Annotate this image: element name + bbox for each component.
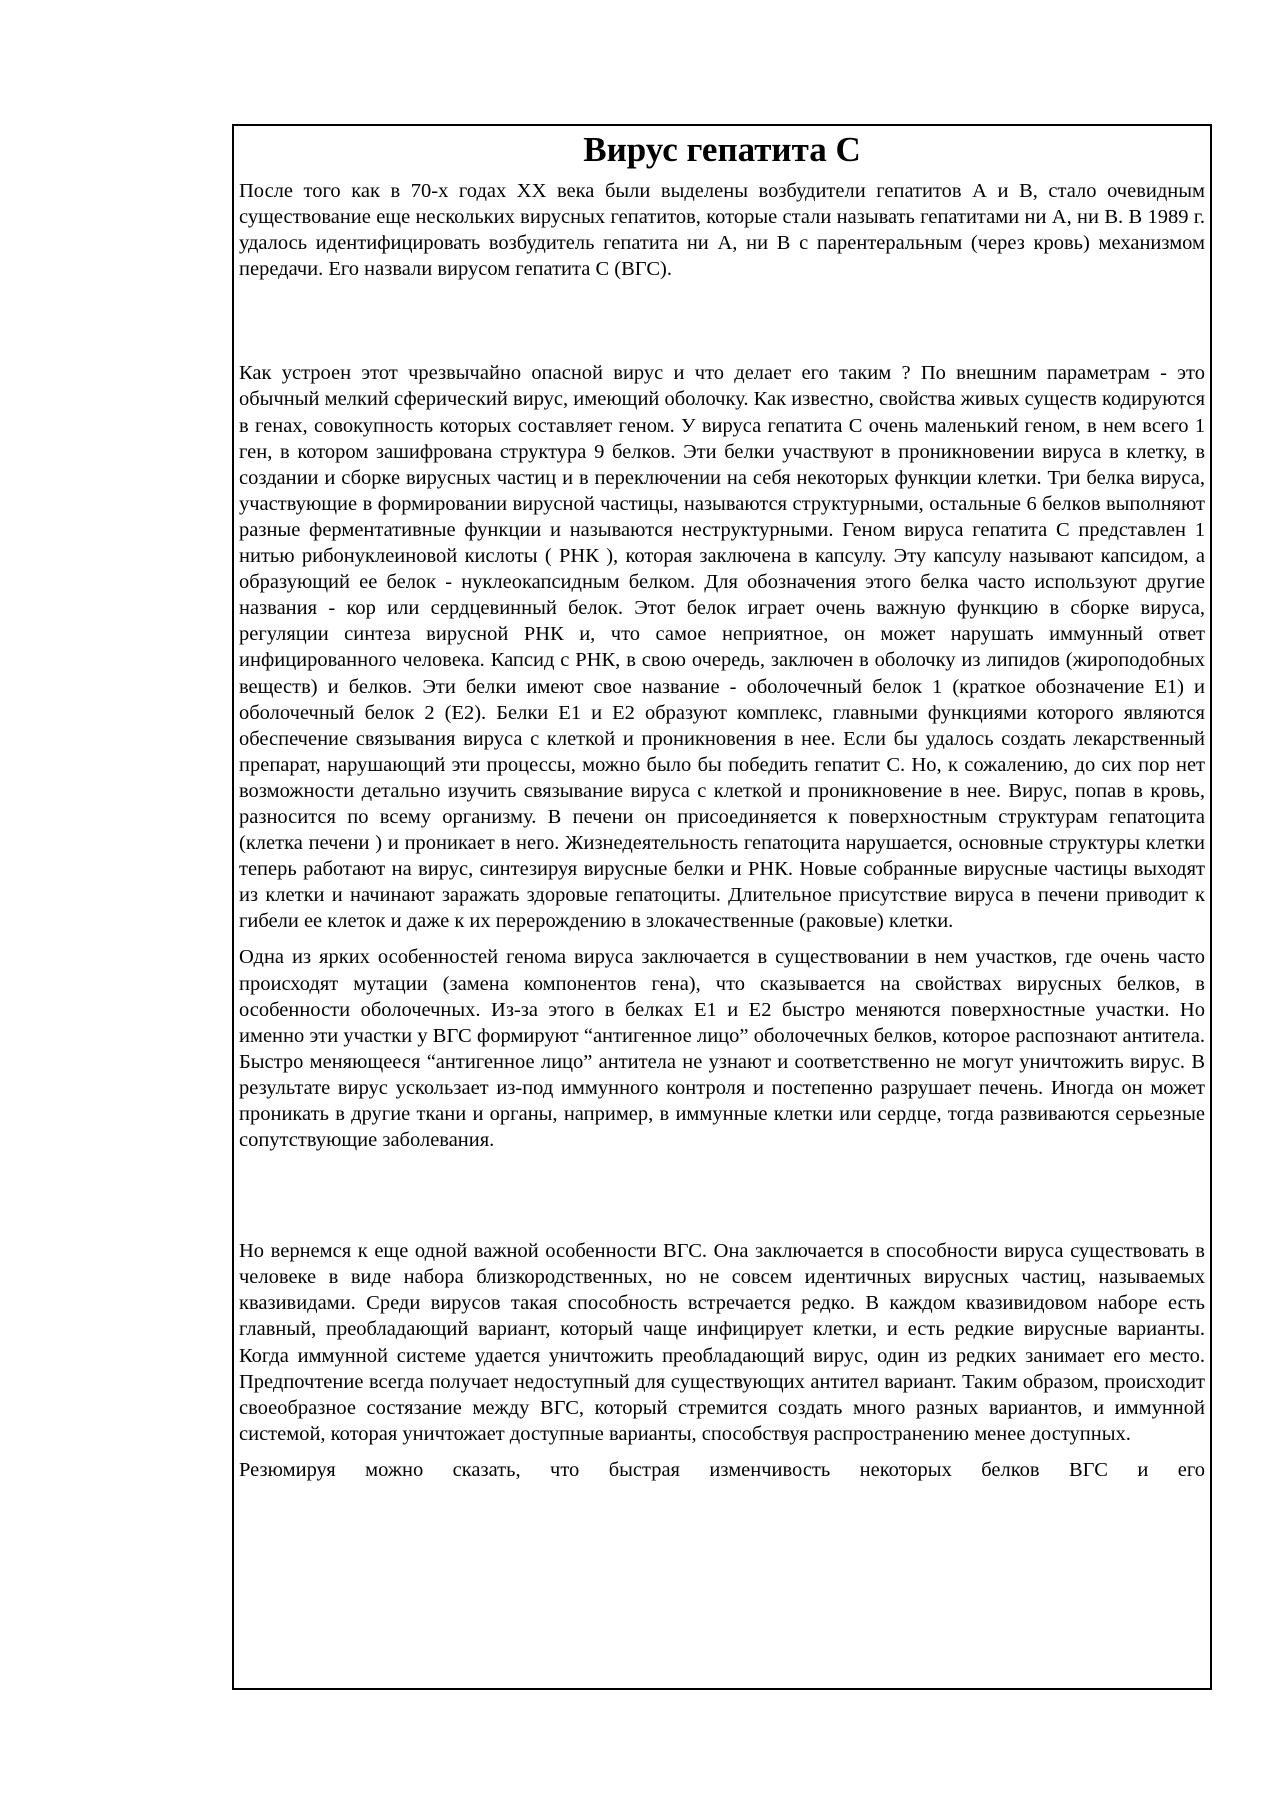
paragraph-gap	[239, 1447, 1205, 1457]
paragraph-mutations: Одна из ярких особенностей генома вируса заключается в существовании в нем участков, где очень часто происходят мутации (замена компонентов гена), что сказывается на свойствах вирусных белков, в особенности оболочечных. Из-за этого в белках Е1 и Е2 быстро меняются поверхностные участки. Но именно эти участки у ВГС формируют “антигенное лицо” оболочечных белков, которое распознают антитела. Быстро меняющееся “антигенное лицо” антитела не узнают и соответственно не могут уничтожить вирус. В результате вирус ускользает из-под иммунного контроля и постепенно разрушает печень. Иногда он может проникать в другие ткани и органы, например, в иммунные клетки или сердце, тогда развиваются серьезные сопутствующие заболевания.	[239, 946, 1205, 1152]
paragraph-structure: Как устроен этот чрезвычайно опасной вирус и что делает его таким ? По внешним параметрам - это обычный мелкий сферический вирус, имеющий оболочку. Как известно, свойства живых существ кодируются в генах, совокупность которых составляет геном. У вируса гепатита С очень маленький геном, в нем всего 1 ген, в котором зашифрована структура 9 белков. Эти белки участвуют в проникновении вируса в клетку, в создании и сборке вирусных частиц и в переключении на себя некоторых функции клетки. Три белка вируса, участвующие в формировании вирусной частицы, называются структурными, остальные 6 белков выполняют разные ферментативные функции и называются неструктурными. Геном вируса гепатита С представлен 1 нитью рибонуклеиновой кислоты ( РНК ), которая заключена в капсулу. Эту капсулу называют капсидом, а образующий ее белок - нуклеокапсидным белком. Для обозначения этого белка часто используют другие названия - кор или сердцевинный белок. Этот белок играет очень важную функцию в сборке вируса, регуляции синтеза вирусной РНК и, что самое неприятное, он может нарушать иммунный ответ инфицированного человека. Капсид с РНК, в свою очередь, заключен в оболочку из липидов (жироподобных веществ) и белков. Эти белки имеют свое название - оболочечный белок 1 (краткое обозначение Е1) и оболочечный белок 2 (Е2). Белки Е1 и Е2 образуют комплекс, главными функциями которого являются обеспечение связывания вируса с клеткой и проникновения в нее. Если бы удалось создать лекарственный препарат, нарушающий эти процессы, можно было бы победить гепатит С. Но, к сожалению, до сих пор нет возможности детально изучить связывание вируса с клеткой и проникновение в нее. Вирус, попав в кровь, разносится по всему организму. В печени он присоединяется к поверхностным структурам гепатоцита (клетка печени ) и проникает в него. Жизнедеятельность гепатоцита нарушается, основные структуры клетки теперь работают на вирус, синтезируя вирусные белки и РНК. Новые собранные вирусные частицы выходят из клетки и начинают заражать здоровые гепатоциты. Длительное присутствие вируса в печени приводит к гибели ее клеток и даже к их перерождению в злокачественные (раковые) клетки.	[239, 362, 1205, 933]
paragraph-gap	[239, 282, 1205, 360]
paragraph-gap	[239, 934, 1205, 944]
document-frame	[232, 124, 1212, 1690]
paragraph-gap	[239, 1153, 1205, 1238]
document-body	[239, 126, 1205, 1483]
document-title: Вирус гепатита С	[583, 130, 861, 169]
paragraph-summary: Резюмируя можно сказать, что быстрая изменчивость некоторых белков ВГС и его	[239, 1458, 1205, 1481]
paragraph-intro: После того как в 70-х годах ХХ века были выделены возбудители гепатитов А и В, стало очевидным существование еще нескольких вирусных гепатитов, которые стали называть гепатитами ни А, ни В. В 1989 г. удалось идентифицировать возбудитель гепатита ни А, ни В с парентеральным (через кровь) механизмом передачи. Его назвали вирусом гепатита С (ВГС).	[239, 180, 1205, 281]
paragraph-quasispecies: Но вернемся к еще одной важной особенности ВГС. Она заключается в способности вируса существовать в человеке в виде набора близкородственных, но не совсем идентичных вирусных частиц, называемых квазивидами. Среди вирусов такая способность встречается редко. В каждом квазивидовом наборе есть главный, преобладающий вариант, который чаще инфицирует клетки, и есть редкие вирусные варианты. Когда иммунной системе удается уничтожить преобладающий вирус, один из редких занимает его место. Предпочтение всегда получает недоступный для существующих антител вариант. Таким образом, происходит своеобразное состязание между ВГС, который стремится создать много разных вариантов, и иммунной системой, которая уничтожает доступные варианты, способствуя распространению менее доступных.	[239, 1240, 1205, 1445]
